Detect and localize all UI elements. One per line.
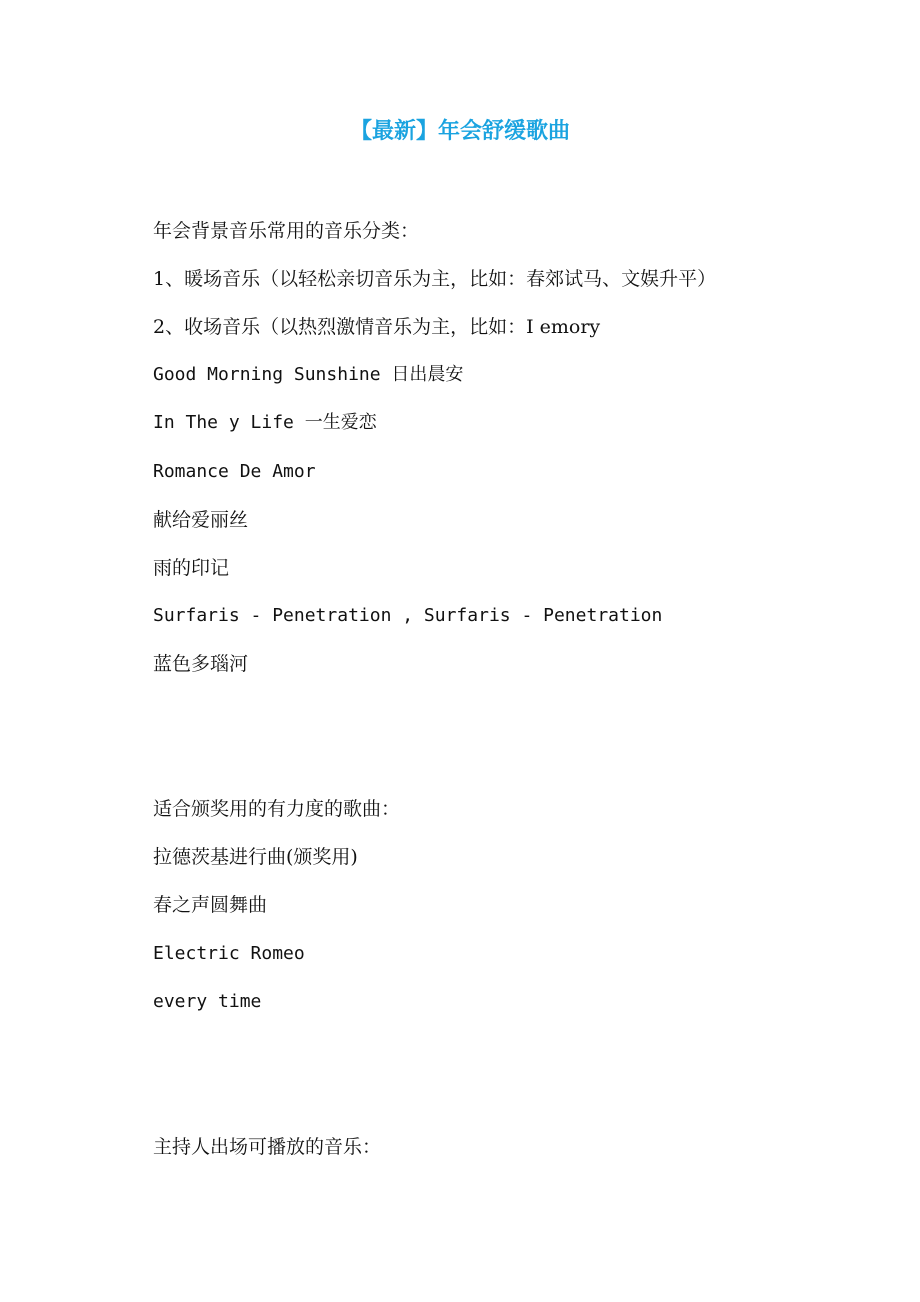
list-item: Surfaris - Penetration , Surfaris - Penetration bbox=[153, 605, 663, 626]
list-item: 2、收场音乐（以热烈激情音乐为主，比如：I emory bbox=[153, 316, 601, 338]
section-heading: 年会背景音乐常用的音乐分类： bbox=[153, 220, 420, 242]
list-item: Good Morning Sunshine 日出晨安 bbox=[153, 364, 464, 385]
list-item: Electric Romeo bbox=[153, 943, 305, 964]
list-item: Romance De Amor bbox=[153, 461, 316, 482]
list-item: 春之声圆舞曲 bbox=[153, 894, 268, 916]
section-heading: 适合颁奖用的有力度的歌曲： bbox=[153, 798, 401, 820]
list-item: 蓝色多瑙河 bbox=[153, 653, 249, 675]
document-title: 【最新】年会舒缓歌曲 bbox=[349, 119, 570, 144]
list-item: 雨的印记 bbox=[153, 557, 230, 579]
list-item: 1、暖场音乐（以轻松亲切音乐为主，比如：春郊试马、文娱升平） bbox=[153, 268, 717, 290]
list-item: In The y Life 一生爱恋 bbox=[153, 412, 377, 433]
list-item: every time bbox=[153, 991, 262, 1012]
list-item: 拉德茨基进行曲(颁奖用) bbox=[153, 846, 358, 868]
section-heading: 主持人出场可播放的音乐： bbox=[153, 1136, 382, 1158]
list-item: 献给爱丽丝 bbox=[153, 509, 249, 531]
